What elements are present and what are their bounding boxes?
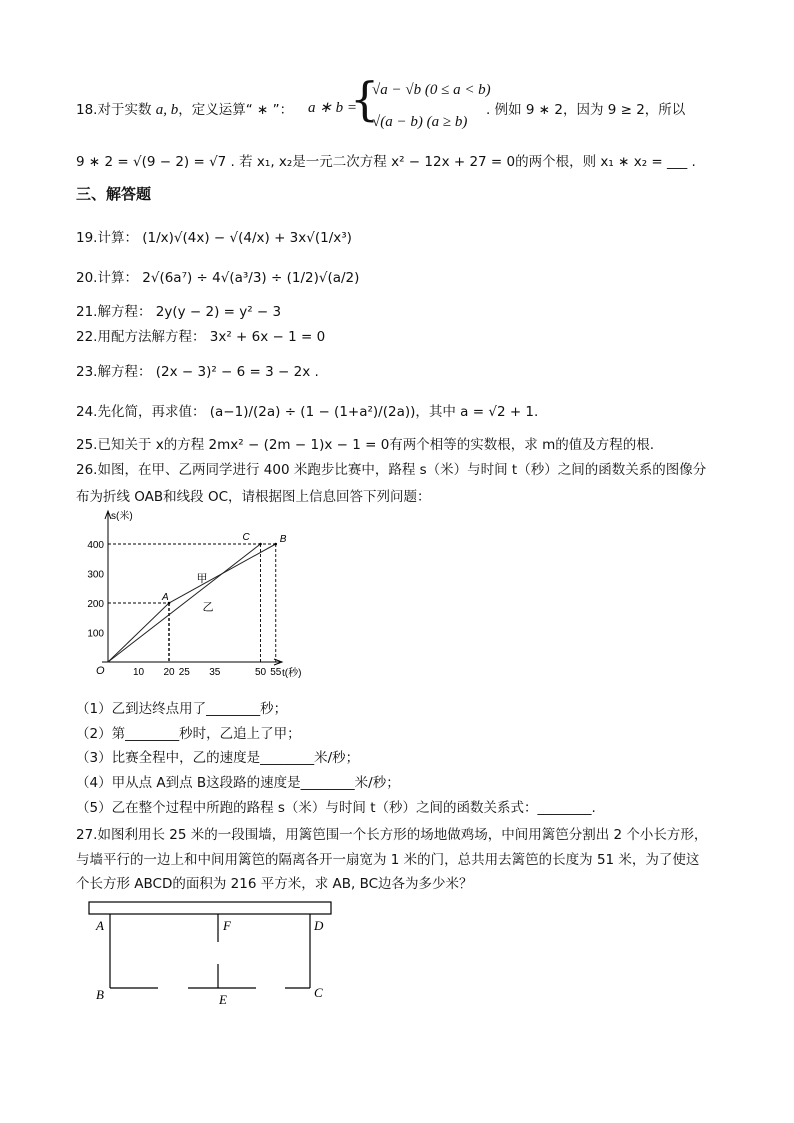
y-tick-label: 100 (87, 628, 104, 640)
q22: 22.用配方法解方程： 3x² + 6x − 1 = 0 (76, 329, 326, 345)
q25: 25.已知关于 x的方程 2mx² − (2m − 1)x − 1 = 0有两个相等的实数根，求 m的值及方程的根. (76, 437, 655, 453)
q26-line2: 布为折线 OAB和线段 OC，请根据图上信息回答下列问题： (76, 489, 431, 505)
x-tick-label: 10 (132, 667, 145, 678)
y-tick-label: 400 (87, 540, 104, 551)
q26-sub-2: （2）第________秒时，乙追上了甲； (76, 726, 301, 742)
x-tick-label: 25 (178, 667, 190, 678)
q26-sub-1: （1）乙到达终点用了________秒； (76, 701, 288, 717)
x-axis-label: t(秒) (282, 668, 302, 679)
label-D: D (314, 918, 324, 933)
q26-line1: 26.如图，在甲、乙两同学进行 400 米跑步比赛中，路程 s（米）与时间 t（秒）之间的函数关系的图像分 (76, 462, 707, 478)
q27-line3: 个长方形 ABCD的面积为 216 平方米，求 AB, BC边各为多少米？ (76, 876, 473, 892)
q18-def-lhs: a ∗ b = (308, 100, 357, 116)
x-tick-label: 55 (270, 667, 282, 678)
q19: 19.计算： (1/x)√(4x) − √(4/x) + 3x√(1/x³) (76, 230, 352, 246)
x-tick-label: 20 (163, 667, 175, 678)
label-F: F (223, 918, 231, 933)
series-yi-label: 乙 (202, 601, 214, 614)
q18-mid: ，定义运算“ ∗ ”： (178, 102, 294, 118)
point-C (259, 543, 262, 546)
wall (89, 902, 331, 914)
q18-prefix: 18.对于实数 (76, 102, 156, 118)
point-B (274, 543, 277, 546)
q27-figure (86, 898, 342, 1010)
x-tick-label: 50 (254, 667, 267, 678)
q27-line2: 与墙平行的一边上和中间用篱笆的隔离各开一扇宽为 1 米的门，总共用去篱笆的长度为 51 米，为了使这 (76, 852, 700, 868)
label-E: E (219, 992, 227, 1007)
q26-sub-3: （3）比赛全程中，乙的速度是________米/秒； (76, 750, 360, 766)
q27-line1: 27.如图利用长 25 米的一段围墙，用篱笆围一个长方形的场地做鸡场，中间用篱笆分割出 2 个小长方形， (76, 827, 708, 843)
label-C: C (314, 985, 323, 1000)
q18-line1-post: . 例如 9 ∗ 2，因为 9 ≥ 2，所以 (486, 102, 686, 118)
q18-line1 (76, 98, 293, 119)
point-A-label: A (162, 592, 169, 603)
q18-line2: 9 ∗ 2 = √(9 − 2) = √7 . 若 x₁, x₂是一元二次方程 x² − 12x + 27 = 0的两个根，则 x₁ ∗ x₂ = ___ . (76, 154, 696, 170)
q18-case2: √(a − b) (a ≥ b) (372, 114, 468, 130)
q18-case1: √a − √b (0 ≤ a < b) (372, 82, 491, 98)
q18-vars: a, b (155, 102, 179, 118)
q24: 24.先化简，再求值： (a−1)/(2a) ÷ (1 − (1+a²)/(2a))，其中 a = √2 + 1. (76, 404, 539, 420)
series-jia-label: 甲 (196, 572, 208, 585)
x-tick-label: 35 (209, 667, 221, 678)
origin-label: O (96, 665, 105, 677)
q20: 20.计算： 2√(6a⁷) ÷ 4√(a³/3) ÷ (1/2)√(a/2) (76, 270, 360, 286)
q23: 23.解方程： (2x − 3)² − 6 = 3 − 2x . (76, 364, 319, 380)
label-A: A (96, 918, 104, 933)
q26-chart (76, 505, 316, 690)
y-axis-label: s(米) (111, 511, 133, 522)
label-B: B (96, 987, 104, 1002)
y-tick-label: 200 (87, 599, 104, 610)
q18-brace: { (350, 72, 380, 126)
y-tick-label: 300 (87, 569, 104, 581)
section-title: 三、解答题 (76, 185, 152, 203)
q21: 21.解方程： 2y(y − 2) = y² − 3 (76, 304, 282, 320)
q26-sub-5: （5）乙在整个过程中所跑的路程 s（米）与时间 t（秒）之间的函数关系式：________. (76, 800, 596, 816)
point-B-label: B (279, 534, 287, 545)
point-C-label: C (242, 532, 250, 543)
q26-sub-4: （4）甲从点 A到点 B这段路的速度是________米/秒； (76, 775, 400, 791)
